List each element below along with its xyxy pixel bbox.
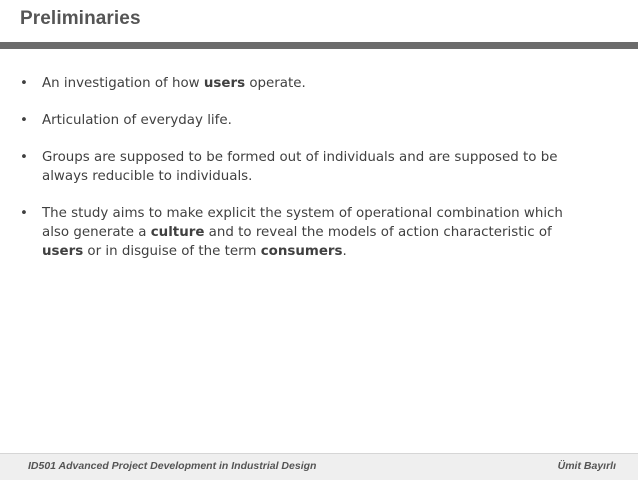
bullet-icon: •: [20, 206, 28, 221]
bullet-text-segment: .: [342, 244, 347, 259]
bullet-text-segment: Articulation of everyday life.: [42, 113, 232, 128]
bullet-icon: •: [20, 150, 28, 165]
footer-course-title: ID501 Advanced Project Development in Industrial Design: [28, 460, 317, 472]
bullet-icon: •: [20, 113, 28, 128]
bullet-text-segment: and to reveal the models of action characteristic of: [204, 225, 552, 240]
bullet-text-emphasis: users: [203, 76, 246, 91]
bullet-text-emphasis: users: [42, 244, 84, 259]
bullet-item: [20, 148, 590, 186]
bullet-text-segment: operate.: [245, 76, 306, 91]
bullet-text-segment: Groups are supposed to be formed out of individuals and are supposed to be always reducible to individuals.: [42, 150, 558, 184]
footer-author: Ümit Bayırlı: [557, 460, 616, 472]
bullet-item: [20, 204, 590, 261]
bullet-text-emphasis: culture: [150, 225, 205, 240]
bullet-text-segment: or in disguise of the term: [83, 244, 261, 259]
bullet-text-segment: An investigation of how: [42, 76, 204, 91]
footer-bar: [0, 453, 638, 480]
title-divider: [0, 42, 638, 49]
bullet-text-segment: The study aims to make explicit the system of operational combination which also generate a: [42, 206, 563, 240]
bullet-icon: •: [20, 76, 28, 91]
bullet-item: [20, 111, 590, 130]
bullet-text-emphasis: consumers: [260, 244, 343, 259]
bullet-item: [20, 74, 590, 93]
bullet-list: [20, 74, 590, 279]
slide-title: Preliminaries: [20, 8, 141, 29]
